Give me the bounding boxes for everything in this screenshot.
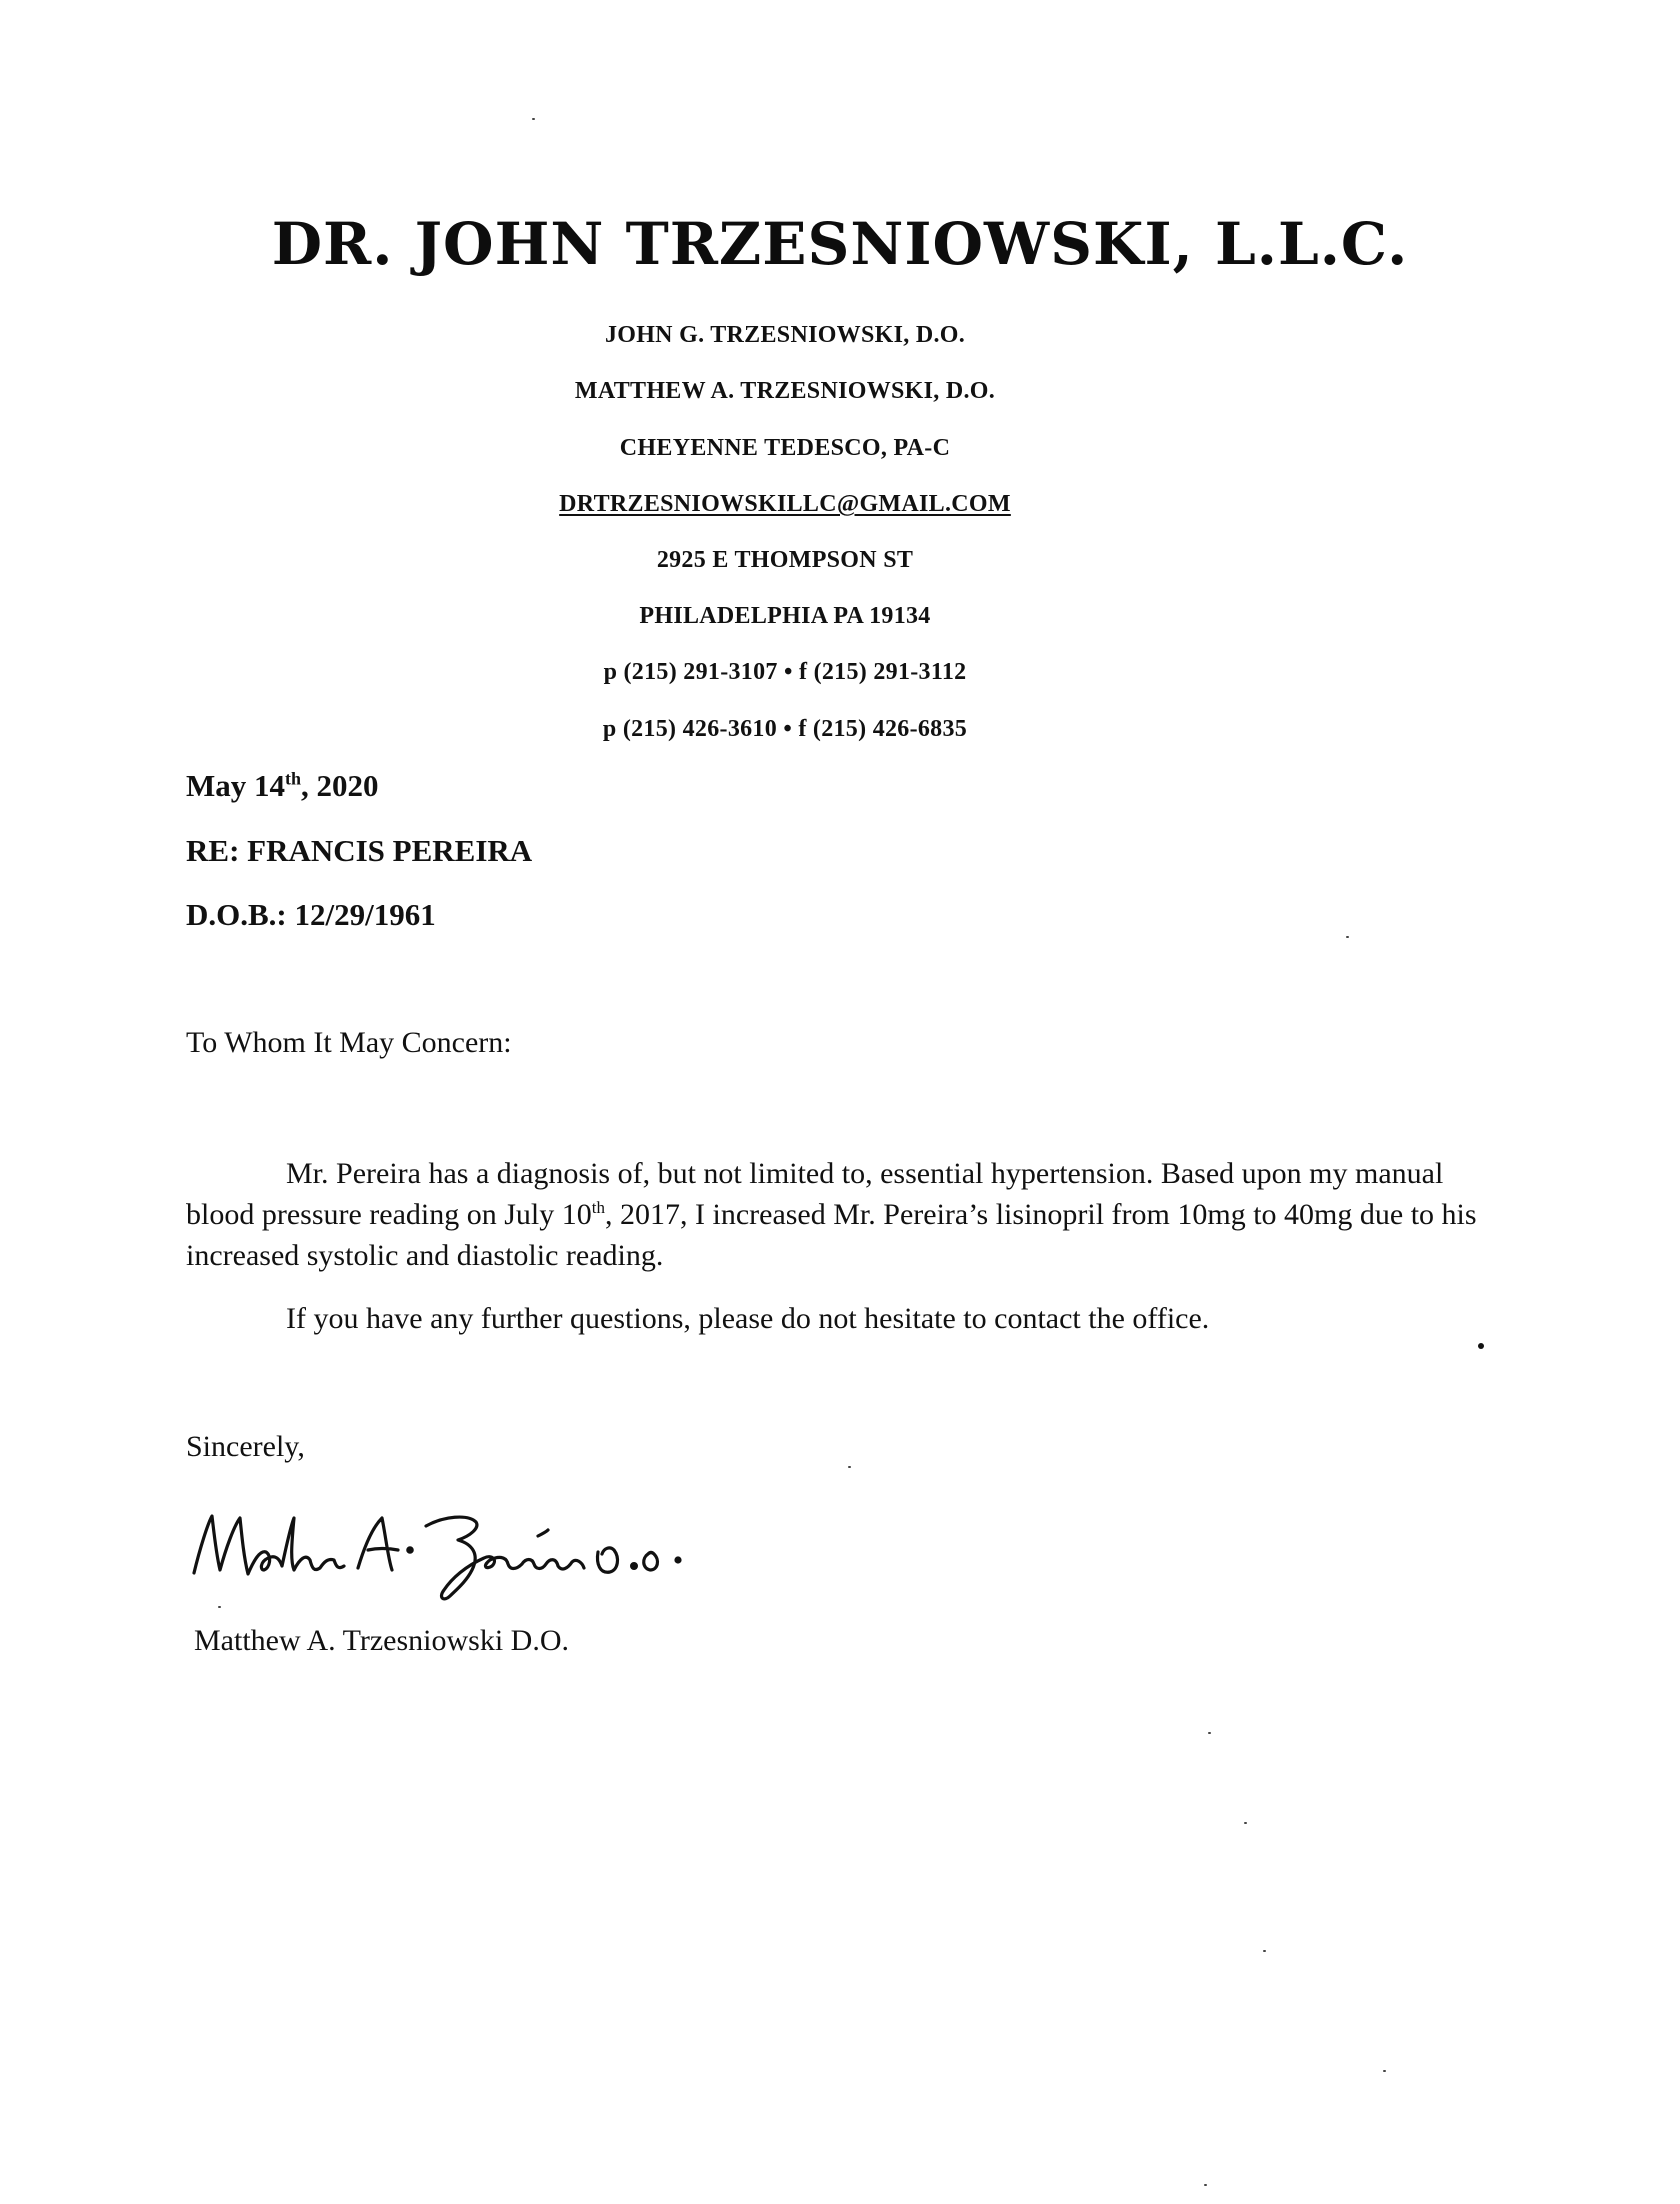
- physician-2: MATTHEW A. TRZESNIOWSKI, D.O.: [574, 378, 996, 404]
- para1-ordinal-suffix: th: [591, 1198, 605, 1217]
- phone-fax-line-1: p (215) 291-3107 • f (215) 291-3112: [603, 659, 967, 685]
- scan-speck: [848, 1466, 851, 1468]
- practice-name: DR. JOHN TRZESNIOWSKI, L.L.C.: [271, 210, 1409, 278]
- signer-name: Matthew A. Trzesniowski D.O.: [194, 1624, 570, 1657]
- scan-speck: [1244, 1822, 1247, 1824]
- re-line: RE: FRANCIS PEREIRA: [186, 833, 533, 868]
- salutation: To Whom It May Concern:: [186, 1026, 512, 1059]
- para1-text-a: Mr. Pereira has a diagnosis of, but not limited to, essential hypertension. Based upon my manual blood pressure reading on July 10: [186, 1157, 1444, 1231]
- scan-speck: [1204, 2184, 1207, 2186]
- letter-date: [186, 768, 379, 804]
- street-address: 2925 E THOMPSON ST: [656, 547, 914, 573]
- para1-text-b: , 2017, I increased Mr. Pereira’s lisinopril from 10mg to 40mg due to his increased systolic and diastolic reading.: [186, 1198, 1477, 1272]
- practice-email: DRTRZESNIOWSKILLC@GMAIL.COM: [559, 491, 1011, 517]
- scan-speck: [218, 1606, 221, 1608]
- scan-speck: [532, 118, 535, 120]
- physician-1: JOHN G. TRZESNIOWSKI, D.O.: [604, 322, 966, 348]
- body-paragraph-1: [186, 1153, 1496, 1276]
- handwritten-signature: [186, 1478, 726, 1608]
- phone-fax-line-2: p (215) 426-3610 • f (215) 426-6835: [602, 716, 968, 742]
- scan-speck: [1478, 1343, 1484, 1349]
- scan-speck: [1383, 2070, 1386, 2072]
- city-state-zip: PHILADELPHIA PA 19134: [639, 603, 931, 629]
- date-ordinal-suffix: th: [285, 768, 302, 789]
- body-paragraph-2: [186, 1298, 1496, 1339]
- scan-speck: [1208, 1732, 1211, 1734]
- date-year: , 2020: [301, 768, 379, 803]
- scan-speck: [1263, 1950, 1266, 1952]
- closing: Sincerely,: [186, 1430, 305, 1463]
- physician-3: CHEYENNE TEDESCO, PA-C: [619, 435, 951, 461]
- para2-text: If you have any further questions, please do not hesitate to contact the office.: [286, 1302, 1210, 1335]
- scan-speck: [1346, 936, 1349, 938]
- date-month-day: May 14: [186, 768, 286, 803]
- dob-line: D.O.B.: 12/29/1961: [186, 897, 436, 932]
